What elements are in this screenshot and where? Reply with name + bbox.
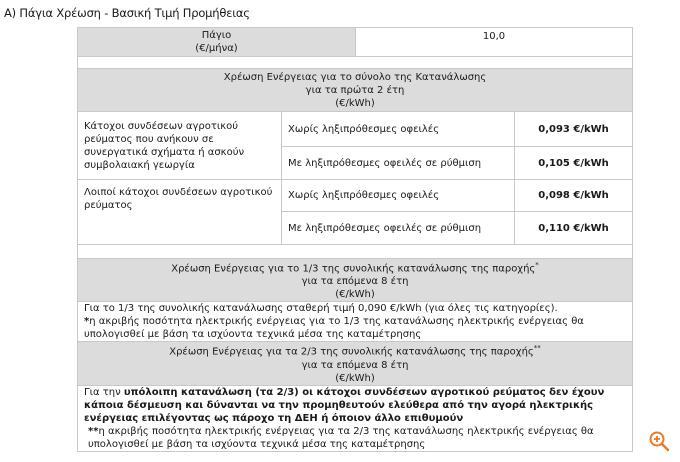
- fixed-charge-row: [78, 28, 633, 57]
- price-cell: 0,105 €/kWh: [515, 147, 633, 180]
- fixed-charge-value: 10,0: [356, 28, 633, 57]
- section-title: Χρέωση Ενέργειας για το 1/3 της συνολικής κατανάλωσης της παροχής*: [171, 261, 539, 275]
- category-cell: Κάτοχοι συνδέσεων αγροτικού ρεύματος που ανήκουν σε συνεργατικά σχήματα ή ασκούν συμβολαιακή γεωργία: [78, 112, 282, 180]
- note-row: [78, 385, 633, 451]
- condition-cell: Με ληξιπρόθεσμες οφειλές σε ρύθμιση: [282, 147, 515, 180]
- note-row: [78, 302, 633, 342]
- section-header: Χρέωση Ενέργειας για το σύνολο της Κατανάλωσης για τα πρώτα 2 έτη (€/kWh): [78, 69, 633, 112]
- price-row: [78, 112, 633, 147]
- pricing-table: [77, 27, 633, 452]
- condition-cell: Χωρίς ληξιπρόθεσμες οφειλές: [282, 112, 515, 147]
- spacer-row: [78, 57, 633, 69]
- price-cell: 0,098 €/kWh: [515, 180, 633, 212]
- page-heading: Α) Πάγια Χρέωση - Βασική Τιμή Προμήθειας: [4, 6, 250, 20]
- note-text: Για το 1/3 της συνολικής κατανάλωσης σταθερή τιμή 0,090 €/kWh (για όλες τις κατηγορίες).: [84, 303, 558, 315]
- section-header: Χρέωση Ενέργειας για το 1/3 της συνολικής κατανάλωσης της παροχής* για τα επόμενα 8 έτη (€/kWh): [78, 259, 633, 302]
- footnote-marker: **: [533, 344, 541, 353]
- section-title: Χρέωση Ενέργειας για το σύνολο της Κατανάλωσης: [223, 71, 487, 83]
- condition-cell: Με ληξιπρόθεσμες οφειλές σε ρύθμιση: [282, 212, 515, 245]
- footnote-text: **η ακριβής ποσότητα ηλεκτρικής ενέργειας για τα 2/3 της κατανάλωσης ηλεκτρικής ενέργειας θα υπολογισθεί με βάση τα ισχύοντα τεχνικά μέσα της καταμέτρησης: [88, 425, 594, 450]
- price-row: [78, 180, 633, 212]
- zoom-in-icon[interactable]: [648, 430, 670, 452]
- fixed-charge-label: Πάγιο (€/μήνα): [78, 28, 356, 57]
- section-title: Χρέωση Ενέργειας για τα 2/3 της συνολικής κατανάλωσης της παροχής**: [169, 344, 541, 358]
- price-cell: 0,110 €/kWh: [515, 212, 633, 245]
- condition-cell: Χωρίς ληξιπρόθεσμες οφειλές: [282, 180, 515, 212]
- price-cell: 0,093 €/kWh: [515, 112, 633, 147]
- note-text: Για την υπόλοιπη κατανάλωση (τα 2/3) οι κάτοχοι συνδέσεων αγροτικού ρεύματος δεν έχουν κάποια δέσμευση και δύνανται να την προμηθευτούν ελεύθερα από την αγορά ηλεκτρικής ενέργειας επιλέγοντας ως πάροχο τη ΔΕΗ ή όποιον άλλο επιθυμούν: [84, 386, 605, 424]
- section-header: Χρέωση Ενέργειας για τα 2/3 της συνολικής κατανάλωσης της παροχής** για τα επόμενα 8 έτη (€/kWh): [78, 342, 633, 385]
- category-cell: Λοιποί κάτοχοι συνδέσεων αγροτικού ρεύματος: [78, 180, 282, 245]
- spacer-row: [78, 245, 633, 259]
- footnote-marker: *: [535, 261, 539, 269]
- footnote-text: *η ακριβής ποσότητα ηλεκτρικής ενέργειας για το 1/3 της κατανάλωσης ηλεκτρικής ενέργειας θα υπολογισθεί με βάση τα ισχύοντα τεχνικά μέσα της καταμέτρησης: [84, 316, 584, 341]
